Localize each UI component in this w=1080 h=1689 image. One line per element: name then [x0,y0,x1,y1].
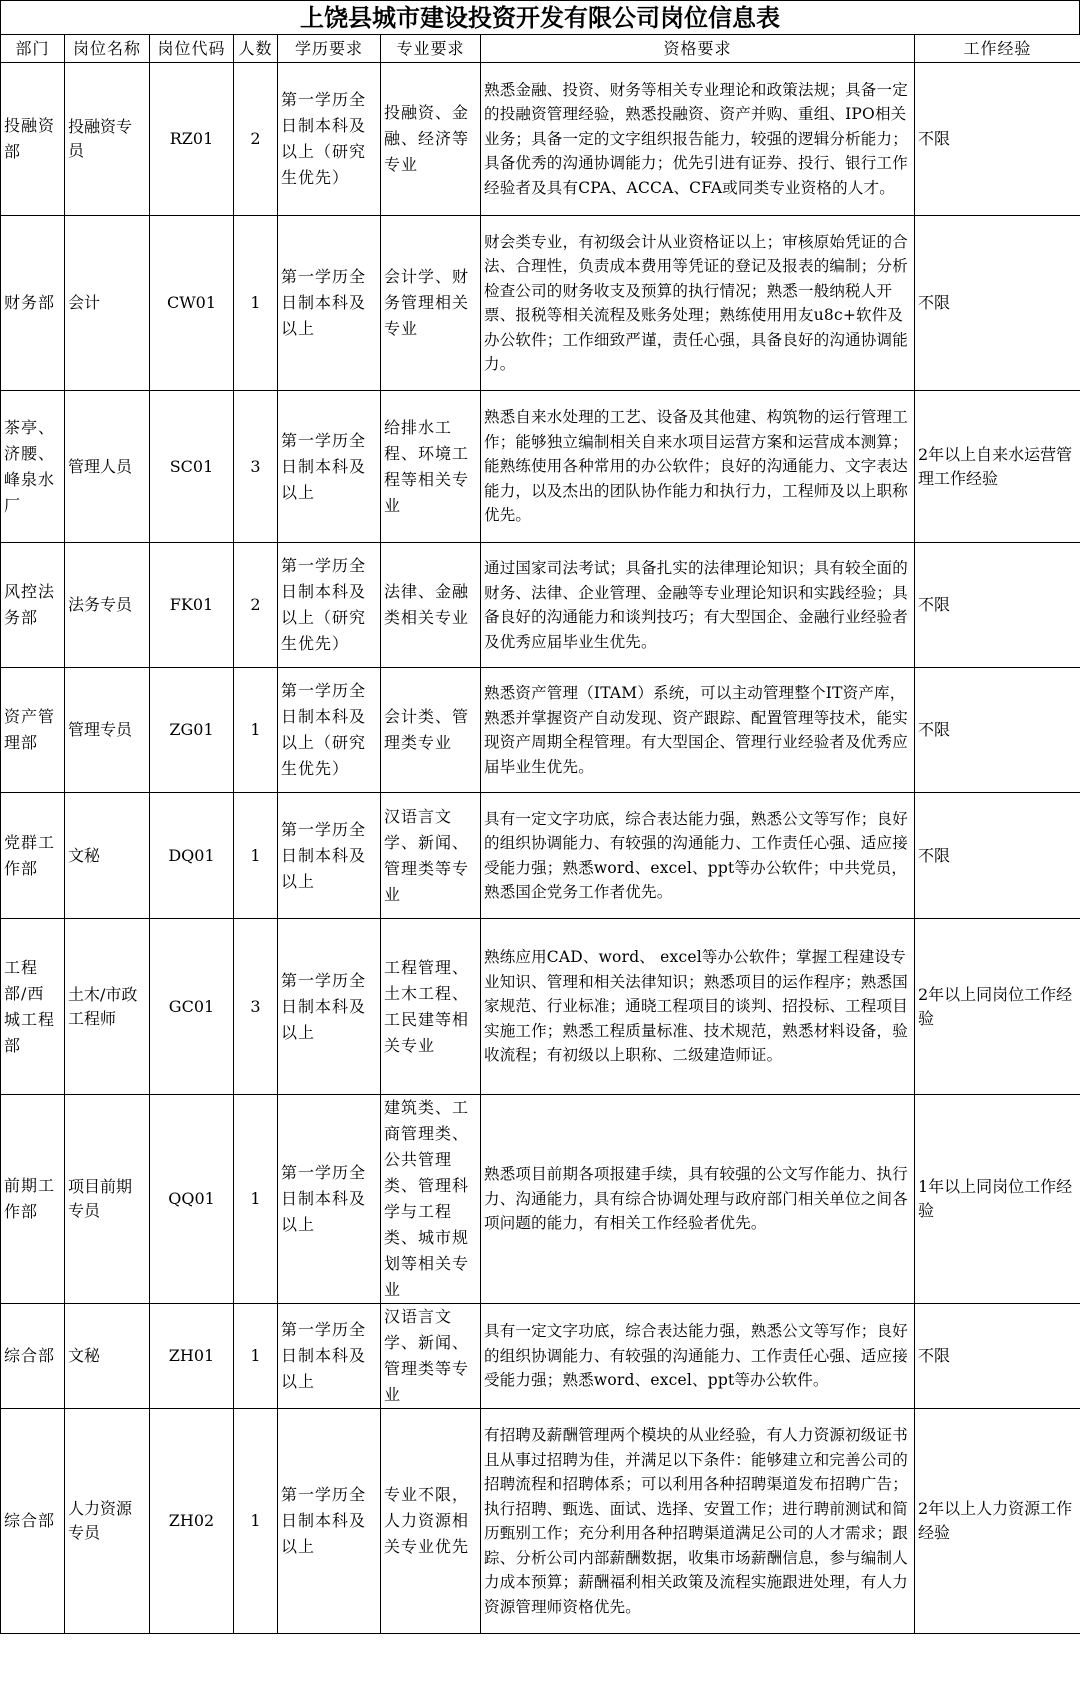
cell-experience: 2年以上人力资源工作经验 [915,1409,1080,1634]
cell-position: 投融资专员 [65,63,150,216]
cell-education: 第一学历全日制本科及以上 [278,919,381,1095]
cell-position: 法务专员 [65,543,150,668]
cell-qualification: 具有一定文字功底，综合表达能力强，熟悉公文等写作；良好的组织协调能力、有较强的沟通能力、工作责任心强、适应接受能力强；熟悉word、excel、ppt等办公软件。 [481,1304,915,1409]
cell-count: 2 [234,63,278,216]
cell-experience: 不限 [915,216,1080,391]
cell-major: 会计学、财务管理相关专业 [381,216,481,391]
cell-dept: 工程部/西城工程部 [1,919,65,1095]
cell-major: 建筑类、工商管理类、公共管理类、管理科学与工程类、城市规划等相关专业 [381,1095,481,1304]
cell-qualification: 通过国家司法考试；具备扎实的法律理论知识；具有较全面的财务、法律、企业管理、金融等专业理论知识和实践经验；具备良好的沟通能力和谈判技巧；有大型国企、金融行业经验者及优秀应届毕业生优先。 [481,543,915,668]
cell-qualification: 熟悉自来水处理的工艺、设备及其他建、构筑物的运行管理工作；能够独立编制相关自来水项目运营方案和运营成本测算；能熟练使用各种常用的办公软件；良好的沟通能力、文字表达能力，以及杰出的团队协作能力和执行力，工程师及以上职称优先。 [481,391,915,543]
cell-count: 1 [234,1409,278,1634]
cell-major: 汉语言文学、新闻、管理类等专业 [381,1304,481,1409]
cell-position: 项目前期专员 [65,1095,150,1304]
header-code: 岗位代码 [150,35,234,63]
header-dept: 部门 [1,35,65,63]
cell-education: 第一学历全日制本科及以上 [278,1304,381,1409]
cell-position: 管理人员 [65,391,150,543]
table-row [1,1095,1080,1304]
cell-count: 1 [234,793,278,919]
cell-count: 1 [234,216,278,391]
cell-code: ZG01 [150,668,234,793]
cell-code: DQ01 [150,793,234,919]
cell-experience: 不限 [915,63,1080,216]
header-count: 人数 [234,35,278,63]
table-row [1,1304,1080,1409]
cell-education: 第一学历全日制本科及以上（研究生优先） [278,543,381,668]
cell-code: QQ01 [150,1095,234,1304]
cell-experience: 不限 [915,793,1080,919]
cell-experience: 1年以上同岗位工作经验 [915,1095,1080,1304]
table-row [1,793,1080,919]
cell-education: 第一学历全日制本科及以上 [278,793,381,919]
cell-count: 1 [234,668,278,793]
cell-dept: 投融资部 [1,63,65,216]
cell-qualification: 熟悉项目前期各项报建手续，具有较强的公文写作能力、执行力、沟通能力，具有综合协调处理与政府部门相关单位之间各项问题的能力，有相关工作经验者优先。 [481,1095,915,1304]
cell-major: 给排水工程、环境工程等相关专业 [381,391,481,543]
cell-education: 第一学历全日制本科及以上 [278,216,381,391]
cell-qualification: 有招聘及薪酬管理两个模块的从业经验，有人力资源初级证书且从事过招聘为佳，并满足以下条件：能够建立和完善公司的招聘流程和招聘体系；可以利用各种招聘渠道发布招聘广告；执行招聘、甄选、面试、选择、安置工作；进行聘前测试和简历甄别工作；充分利用各种招聘渠道满足公司的人才需求；跟踪、分析公司内部薪酬数据，收集市场薪酬信息，参与编制人力成本预算；薪酬福利相关政策及流程实施跟进处理，有人力资源管理师资格优先。 [481,1409,915,1634]
cell-qualification: 财会类专业，有初级会计从业资格证以上；审核原始凭证的合法、合理性，负责成本费用等凭证的登记及报表的编制；分析检查公司的财务收支及预算的执行情况；熟悉一般纳税人开票、报税等相关流程及账务处理；熟练使用用友u8c+软件及办公软件；工作细致严谨，责任心强，具备良好的沟通协调能力。 [481,216,915,391]
cell-position: 人力资源专员 [65,1409,150,1634]
sheet-title: 上饶县城市建设投资开发有限公司岗位信息表 [0,0,1080,34]
cell-code: ZH01 [150,1304,234,1409]
cell-major: 投融资、金融、经济等专业 [381,63,481,216]
cell-dept: 风控法务部 [1,543,65,668]
cell-major: 专业不限，人力资源相关专业优先 [381,1409,481,1634]
cell-major: 汉语言文学、新闻、管理类等专业 [381,793,481,919]
header-major: 专业要求 [381,35,481,63]
cell-education: 第一学历全日制本科及以上 [278,391,381,543]
cell-count: 3 [234,919,278,1095]
cell-position: 会计 [65,216,150,391]
cell-code: ZH02 [150,1409,234,1634]
cell-count: 2 [234,543,278,668]
cell-education: 第一学历全日制本科及以上（研究生优先） [278,668,381,793]
cell-dept: 财务部 [1,216,65,391]
cell-experience: 2年以上自来水运营管理工作经验 [915,391,1080,543]
cell-position: 文秘 [65,1304,150,1409]
cell-code: RZ01 [150,63,234,216]
cell-code: SC01 [150,391,234,543]
table-row [1,216,1080,391]
cell-qualification: 具有一定文字功底，综合表达能力强，熟悉公文等写作；良好的组织协调能力、有较强的沟通能力、工作责任心强、适应接受能力强；熟悉word、excel、ppt等办公软件；中共党员，熟悉国企党务工作者优先。 [481,793,915,919]
cell-position: 管理专员 [65,668,150,793]
cell-dept: 综合部 [1,1409,65,1634]
cell-code: FK01 [150,543,234,668]
header-education: 学历要求 [278,35,381,63]
cell-position: 文秘 [65,793,150,919]
cell-major: 法律、金融类相关专业 [381,543,481,668]
cell-major: 会计类、管理类专业 [381,668,481,793]
table-row [1,391,1080,543]
cell-experience: 不限 [915,1304,1080,1409]
cell-code: CW01 [150,216,234,391]
cell-dept: 前期工作部 [1,1095,65,1304]
cell-qualification: 熟悉资产管理（ITAM）系统，可以主动管理整个IT资产库，熟悉并掌握资产自动发现、资产跟踪、配置管理等技术，能实现资产周期全程管理。有大型国企、管理行业经验者及优秀应届毕业生优先。 [481,668,915,793]
cell-position: 土木/市政工程师 [65,919,150,1095]
cell-dept: 党群工作部 [1,793,65,919]
header-position: 岗位名称 [65,35,150,63]
job-table [0,34,1080,1634]
table-row [1,63,1080,216]
cell-education: 第一学历全日制本科及以上 [278,1095,381,1304]
cell-experience: 2年以上同岗位工作经验 [915,919,1080,1095]
header-experience: 工作经验 [915,35,1080,63]
cell-dept: 茶亭、济腰、峰泉水厂 [1,391,65,543]
table-row [1,543,1080,668]
cell-code: GC01 [150,919,234,1095]
cell-dept: 资产管理部 [1,668,65,793]
cell-dept: 综合部 [1,1304,65,1409]
cell-count: 1 [234,1304,278,1409]
header-row [1,35,1080,63]
cell-qualification: 熟悉金融、投资、财务等相关专业理论和政策法规；具备一定的投融资管理经验，熟悉投融资、资产并购、重组、IPO相关业务；具备一定的文字组织报告能力，较强的逻辑分析能力；具备优秀的沟通协调能力；优先引进有证券、投行、银行工作经验者及具有CPA、ACCA、CFA或同类专业资格的人才。 [481,63,915,216]
cell-count: 1 [234,1095,278,1304]
cell-education: 第一学历全日制本科及以上（研究生优先） [278,63,381,216]
cell-qualification: 熟练应用CAD、word、 excel等办公软件；掌握工程建设专业知识、管理和相关法律知识；熟悉项目的运作程序；熟悉国家规范、行业标准；通晓工程项目的谈判、招投标、工程项目实施工作；熟悉工程质量标准、技术规范，熟悉材料设备，验收流程；有初级以上职称、二级建造师证。 [481,919,915,1095]
cell-major: 工程管理、土木工程、工民建等相关专业 [381,919,481,1095]
table-row [1,1409,1080,1634]
cell-count: 3 [234,391,278,543]
cell-experience: 不限 [915,668,1080,793]
header-qualification: 资格要求 [481,35,915,63]
table-row [1,668,1080,793]
table-row [1,919,1080,1095]
cell-education: 第一学历全日制本科及以上 [278,1409,381,1634]
cell-experience: 不限 [915,543,1080,668]
